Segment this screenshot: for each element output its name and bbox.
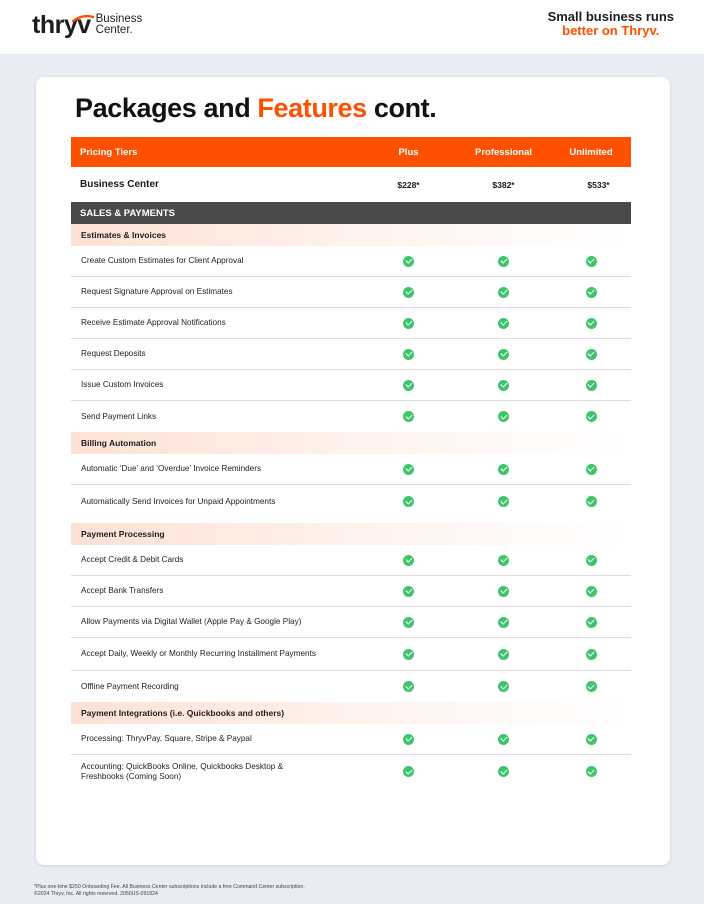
- cell-plus: [361, 734, 456, 745]
- cell-unlimited: [551, 380, 631, 391]
- feature-label: Accounting: QuickBooks Online, Quickbooks Desktop & Freshbooks (Coming Soon): [81, 761, 284, 781]
- check-icon: [498, 380, 509, 391]
- check-icon: [403, 256, 414, 267]
- feature-label: Accept Credit & Debit Cards: [81, 555, 184, 564]
- cell-professional: [456, 555, 551, 566]
- cell-professional: [456, 411, 551, 422]
- check-icon: [403, 287, 414, 298]
- cell-unlimited: [551, 349, 631, 360]
- cell-unlimited: [551, 411, 631, 422]
- check-icon: [403, 380, 414, 391]
- check-icon: [403, 496, 414, 507]
- cell-professional: [456, 734, 551, 745]
- group-heading: Estimates & Invoices: [71, 224, 631, 246]
- content-card: [36, 77, 670, 865]
- feature-groups: [71, 224, 631, 788]
- cell-plus: [361, 617, 456, 628]
- check-icon: [586, 649, 597, 660]
- header-plus: Plus: [398, 146, 419, 158]
- cell-unlimited: [551, 287, 631, 298]
- feature-row: [71, 724, 631, 755]
- footer: [34, 884, 305, 898]
- check-icon: [586, 411, 597, 422]
- cell-unlimited: [551, 681, 631, 692]
- check-icon: [403, 411, 414, 422]
- cell-unlimited: [551, 464, 631, 475]
- cell-plus: [361, 681, 456, 692]
- feature-row: [71, 638, 631, 671]
- check-icon: [498, 617, 509, 628]
- check-icon: [586, 464, 597, 475]
- check-icon: [586, 256, 597, 267]
- feature-label: Processing: ThryvPay, Square, Stripe & Paypal: [81, 734, 252, 743]
- check-icon: [403, 586, 414, 597]
- check-icon: [586, 681, 597, 692]
- page-title: [75, 93, 436, 124]
- check-icon: [403, 649, 414, 660]
- feature-row: [71, 485, 631, 518]
- feature-row: [71, 339, 631, 370]
- feature-row: [71, 277, 631, 308]
- feature-label: Offline Payment Recording: [81, 681, 179, 691]
- feature-label: Automatic ‘Due’ and ‘Overdue’ Invoice Reminders: [81, 464, 262, 473]
- cell-professional: [456, 586, 551, 597]
- thryv-logo: [32, 10, 142, 40]
- feature-row: [71, 401, 631, 432]
- cell-professional: [456, 681, 551, 692]
- check-icon: [498, 586, 509, 597]
- check-icon: [586, 287, 597, 298]
- cell-plus: [361, 256, 456, 267]
- cell-professional: [456, 617, 551, 628]
- logo-subtitle: [96, 14, 143, 36]
- footer-note: *Plus one-time $250 Onboarding Fee. All Business Center subscriptions include a free Command Center subscription.: [34, 884, 305, 890]
- check-icon: [498, 649, 509, 660]
- check-icon: [498, 318, 509, 329]
- header-pricing-tiers: Pricing Tiers: [80, 146, 138, 158]
- feature-label: Accept Bank Transfers: [81, 586, 164, 595]
- feature-row: [71, 576, 631, 607]
- cell-unlimited: [551, 586, 631, 597]
- feature-row: [71, 755, 631, 788]
- check-icon: [498, 734, 509, 745]
- feature-label: Issue Custom Invoices: [81, 380, 164, 389]
- feature-label: Accept Daily, Weekly or Monthly Recurring Installment Payments: [81, 649, 316, 658]
- feature-row: [71, 246, 631, 277]
- feature-label: Send Payment Links: [81, 411, 157, 421]
- cell-professional: [456, 287, 551, 298]
- price-row: [71, 167, 631, 202]
- feature-row: [71, 454, 631, 485]
- check-icon: [403, 734, 414, 745]
- check-icon: [498, 766, 509, 777]
- feature-label: Allow Payments via Digital Wallet (Apple Pay & Google Play): [81, 617, 302, 626]
- title-part2: cont.: [366, 93, 437, 123]
- price-row-label: Business Center: [80, 179, 159, 190]
- logo-swoosh-icon: [72, 15, 94, 23]
- check-icon: [403, 617, 414, 628]
- section-sales-payments: SALES & PAYMENTS: [71, 202, 631, 224]
- logo-subtitle-line1: Business: [95, 13, 143, 25]
- feature-row: [71, 607, 631, 638]
- cell-plus: [361, 555, 456, 566]
- cell-plus: [361, 411, 456, 422]
- tagline: [548, 10, 674, 38]
- feature-row: [71, 308, 631, 339]
- check-icon: [498, 681, 509, 692]
- check-icon: [498, 256, 509, 267]
- check-icon: [498, 555, 509, 566]
- cell-unlimited: [551, 256, 631, 267]
- price-plus: $228*: [397, 179, 420, 190]
- cell-unlimited: [551, 734, 631, 745]
- cell-professional: [456, 496, 551, 507]
- feature-label: Create Custom Estimates for Client Approval: [81, 256, 244, 265]
- feature-label: Request Signature Approval on Estimates: [81, 287, 233, 296]
- feature-row: [71, 671, 631, 702]
- group-heading: Payment Processing: [71, 523, 631, 545]
- group-heading: Billing Automation: [71, 432, 631, 454]
- feature-row: [71, 370, 631, 401]
- cell-unlimited: [551, 496, 631, 507]
- check-icon: [586, 380, 597, 391]
- cell-plus: [361, 349, 456, 360]
- cell-unlimited: [551, 766, 631, 777]
- group-heading: Payment Integrations (i.e. Quickbooks and others): [71, 702, 631, 724]
- check-icon: [586, 766, 597, 777]
- tagline-line1: Small business runs: [547, 9, 674, 24]
- cell-professional: [456, 349, 551, 360]
- top-bar: [0, 0, 704, 54]
- logo-wordmark: thryv: [32, 10, 91, 39]
- cell-plus: [361, 496, 456, 507]
- logo-subtitle-line2: Center.: [95, 24, 133, 36]
- feature-label: Automatically Send Invoices for Unpaid Appointments: [81, 496, 276, 506]
- check-icon: [403, 766, 414, 777]
- cell-plus: [361, 380, 456, 391]
- price-unlimited: $533*: [587, 179, 610, 190]
- check-icon: [403, 349, 414, 360]
- check-icon: [586, 617, 597, 628]
- cell-unlimited: [551, 617, 631, 628]
- check-icon: [403, 464, 414, 475]
- cell-unlimited: [551, 649, 631, 660]
- check-icon: [403, 681, 414, 692]
- check-icon: [586, 734, 597, 745]
- header-unlimited: Unlimited: [569, 146, 613, 158]
- check-icon: [498, 411, 509, 422]
- feature-label: Receive Estimate Approval Notifications: [81, 318, 226, 327]
- cell-professional: [456, 318, 551, 329]
- cell-plus: [361, 318, 456, 329]
- title-accent: Features: [257, 93, 367, 123]
- feature-label: Request Deposits: [81, 349, 146, 358]
- title-part1: Packages and: [75, 93, 258, 123]
- cell-professional: [456, 766, 551, 777]
- price-professional: $382*: [492, 179, 515, 190]
- cell-professional: [456, 649, 551, 660]
- check-icon: [586, 555, 597, 566]
- table-header: [71, 137, 631, 167]
- check-icon: [586, 586, 597, 597]
- check-icon: [498, 464, 509, 475]
- check-icon: [586, 349, 597, 360]
- check-icon: [498, 287, 509, 298]
- check-icon: [586, 318, 597, 329]
- check-icon: [403, 318, 414, 329]
- check-icon: [498, 349, 509, 360]
- cell-plus: [361, 287, 456, 298]
- cell-unlimited: [551, 555, 631, 566]
- cell-plus: [361, 766, 456, 777]
- header-professional: Professional: [474, 146, 533, 158]
- features-table: [71, 137, 631, 788]
- cell-plus: [361, 649, 456, 660]
- feature-row: [71, 545, 631, 576]
- cell-professional: [456, 380, 551, 391]
- check-icon: [498, 496, 509, 507]
- check-icon: [403, 555, 414, 566]
- cell-plus: [361, 464, 456, 475]
- tagline-line2: better on Thryv.: [562, 23, 660, 38]
- cell-unlimited: [551, 318, 631, 329]
- cell-plus: [361, 586, 456, 597]
- footer-copyright: ©2024 Thryv, Inc. All rights reserved. 2050US-091824: [34, 891, 158, 897]
- cell-professional: [456, 256, 551, 267]
- check-icon: [586, 496, 597, 507]
- cell-professional: [456, 464, 551, 475]
